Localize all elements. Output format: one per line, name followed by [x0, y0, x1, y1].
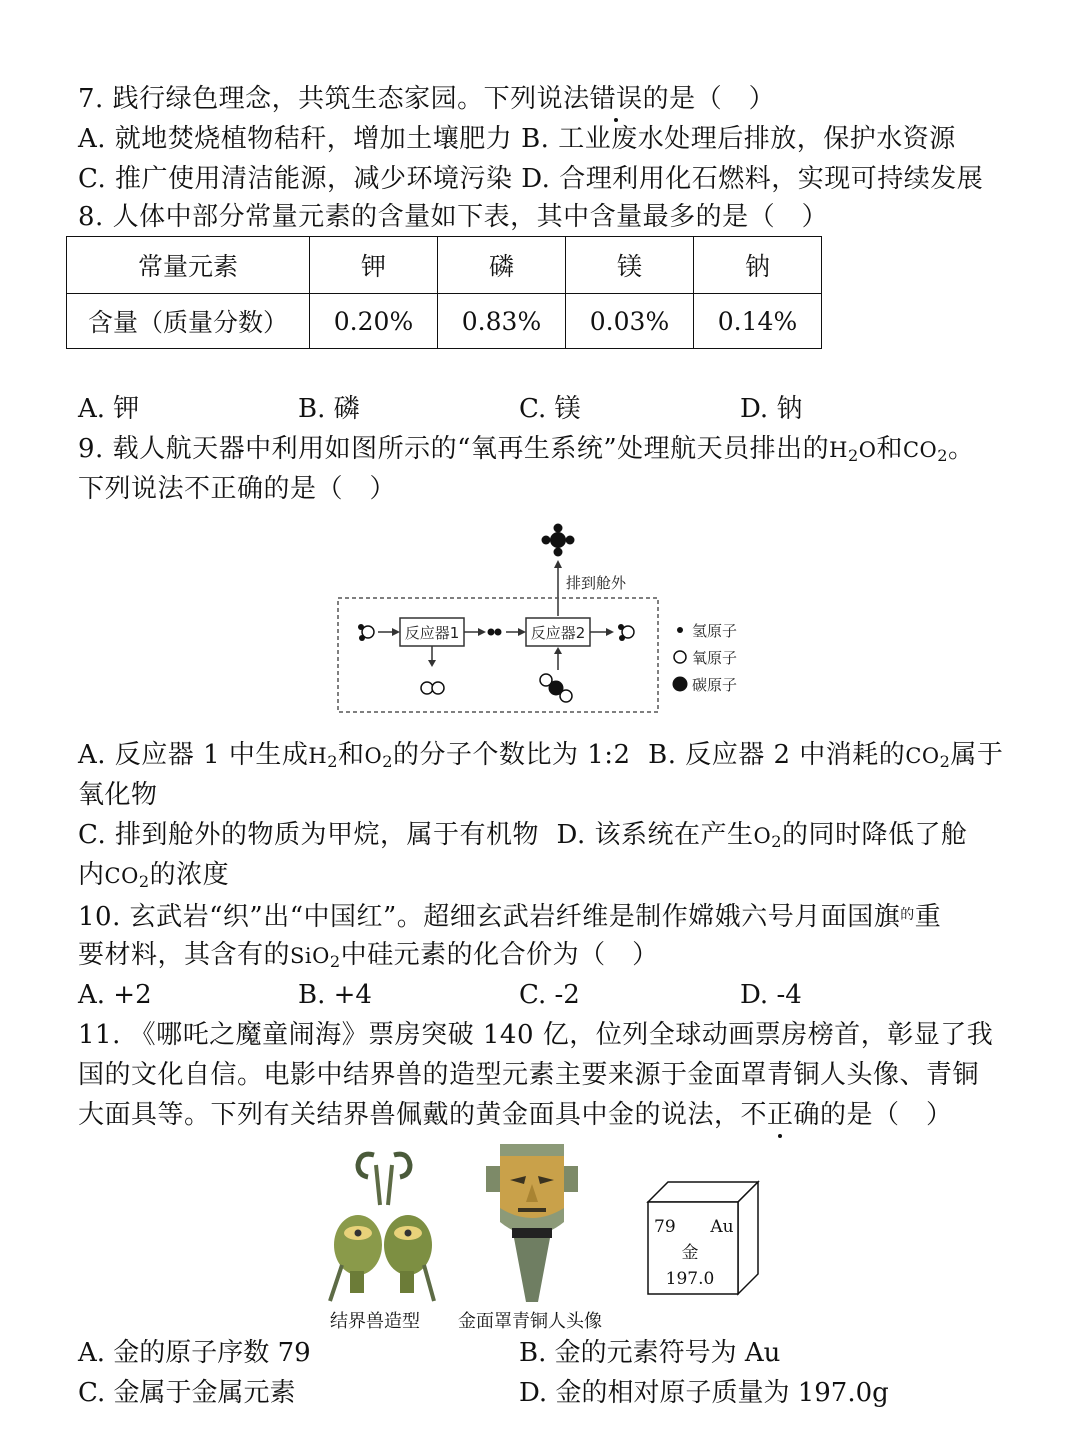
q7-stem-emphasis: 错误 [589, 84, 643, 114]
oxygen-molecule-icon [421, 682, 444, 694]
q9-option-a: A. 反应器 1 中生成$H_2$和$O_2$的分子个数比为 1:2 [78, 740, 631, 772]
out-label: 排到舱外 [566, 574, 627, 592]
table-value-mg: 0.03% [566, 294, 694, 349]
q9-stem-line1: 9. 载人航天器中利用如图所示的“氧再生系统”处理航天员排出的$H_2O$和$CO_2$。 [78, 434, 975, 466]
q10-option-b: B. +4 [298, 980, 372, 1010]
q11-stem-emphasis: 不正确 [740, 1100, 821, 1130]
q9-option-b: B. 反应器 2 中消耗的$CO_2$属于 [648, 740, 1004, 772]
element-number: 79 [654, 1217, 676, 1237]
q10-option-a: A. +2 [78, 980, 152, 1010]
q9-option-d: D. 该系统在产生$O_2$的同时降低了舱 [556, 820, 968, 852]
table-header-k: 钾 [310, 237, 438, 294]
table-header-p: 磷 [438, 237, 566, 294]
element-name: 金 [681, 1243, 699, 1263]
water-product-icon [618, 624, 634, 641]
q11-option-b: B. 金的元素符号为 Au [519, 1338, 781, 1368]
methane-molecule-icon [542, 524, 575, 557]
q7-stem: 7. 践行绿色理念，共筑生态家园。下列说法错误的是（ ） [78, 84, 776, 114]
table-value-k: 0.20% [310, 294, 438, 349]
q7-options-ab [78, 122, 956, 156]
oxygen-regeneration-diagram [330, 520, 750, 720]
q11-option-c: C. 金属于金属元素 [78, 1378, 296, 1408]
water-molecule-icon [358, 624, 374, 641]
q11-stem-line1: 11. 《哪吒之魔童闹海》票房突破 140 亿，位列全球动画票房榜首，彰显了我 [78, 1020, 994, 1050]
system-boundary [338, 598, 658, 712]
q11-option-a: A. 金的原子序数 79 [78, 1338, 311, 1368]
table-header-na: 钠 [694, 237, 822, 294]
q11-stem-line3: 大面具等。下列有关结界兽佩戴的黄金面具中金的说法，不正确的是（ ） [78, 1100, 953, 1130]
reactor-2-label: 反应器2 [530, 624, 586, 642]
table-value-p: 0.83% [438, 294, 566, 349]
hydrogen-molecule-icon [488, 629, 502, 636]
q8-option-c: C. 镁 [519, 394, 581, 424]
q9-options-cd [78, 818, 967, 859]
legend-oxygen: 氧原子 [692, 649, 738, 667]
jiejie-beast-image [328, 1145, 438, 1305]
q11-option-d: D. 金的相对原子质量为 197.0g [519, 1378, 889, 1408]
q10-stem-line1: 10. 玄武岩“织”出“中国红”。超细玄武岩纤维是制作嫦娥六号月面国旗$^的$重 [78, 902, 942, 932]
q8-stem: 8. 人体中部分常量元素的含量如下表，其中含量最多的是（ ） [78, 202, 829, 232]
table-header-label: 常量元素 [67, 237, 310, 294]
carbon-dioxide-molecule-icon [540, 674, 572, 702]
table-header-mg: 镁 [566, 237, 694, 294]
caption-jiejie-beast: 结界兽造型 [330, 1311, 420, 1332]
q7-option-b: B. 工业废水处理后排放，保护水资源 [521, 124, 956, 154]
q9-options-ab [78, 738, 1003, 779]
q10-option-c: C. -2 [519, 980, 580, 1010]
element-content-table [66, 236, 822, 349]
caption-bronze-head: 金面罩青铜人头像 [458, 1311, 602, 1332]
legend-hydrogen: 氢原子 [692, 622, 738, 640]
bronze-head-gold-mask-image [482, 1136, 582, 1304]
table-row-label: 含量（质量分数） [67, 294, 310, 349]
q10-stem-line2: 要材料，其含有的SiO$_2$中硅元素的化合价为（ ） [78, 940, 659, 972]
q7-options-cd [78, 162, 983, 196]
q9-option-c: C. 排到舱外的物质为甲烷，属于有机物 [78, 820, 539, 850]
table-value-na: 0.14% [694, 294, 822, 349]
element-mass: 197.0 [665, 1269, 715, 1289]
q9-stem-line2: 下列说法不正确的是（ ） [78, 474, 397, 504]
q11-stem-line2: 国的文化自信。电影中结界兽的造型元素主要来源于金面罩青铜人头像、青铜 [78, 1060, 980, 1090]
q8-option-b: B. 磷 [298, 394, 360, 424]
q9-option-b-cont: 氧化物 [78, 780, 158, 810]
gold-element-card [642, 1178, 764, 1300]
element-symbol: Au [710, 1217, 734, 1237]
q7-option-d: D. 合理利用化石燃料，实现可持续发展 [521, 164, 984, 194]
q8-option-a: A. 钾 [78, 394, 140, 424]
q7-option-a: A. 就地焚烧植物秸秆，增加土壤肥力 [78, 124, 513, 154]
legend-carbon: 碳原子 [692, 676, 738, 694]
q9-option-d-cont: 内$CO_2$的浓度 [78, 860, 230, 892]
reactor-1-label: 反应器1 [404, 624, 460, 642]
q8-option-d: D. 钠 [740, 394, 803, 424]
legend [673, 622, 738, 694]
q10-option-d: D. -4 [740, 980, 802, 1010]
q7-option-c: C. 推广使用清洁能源，减少环境污染 [78, 164, 513, 194]
